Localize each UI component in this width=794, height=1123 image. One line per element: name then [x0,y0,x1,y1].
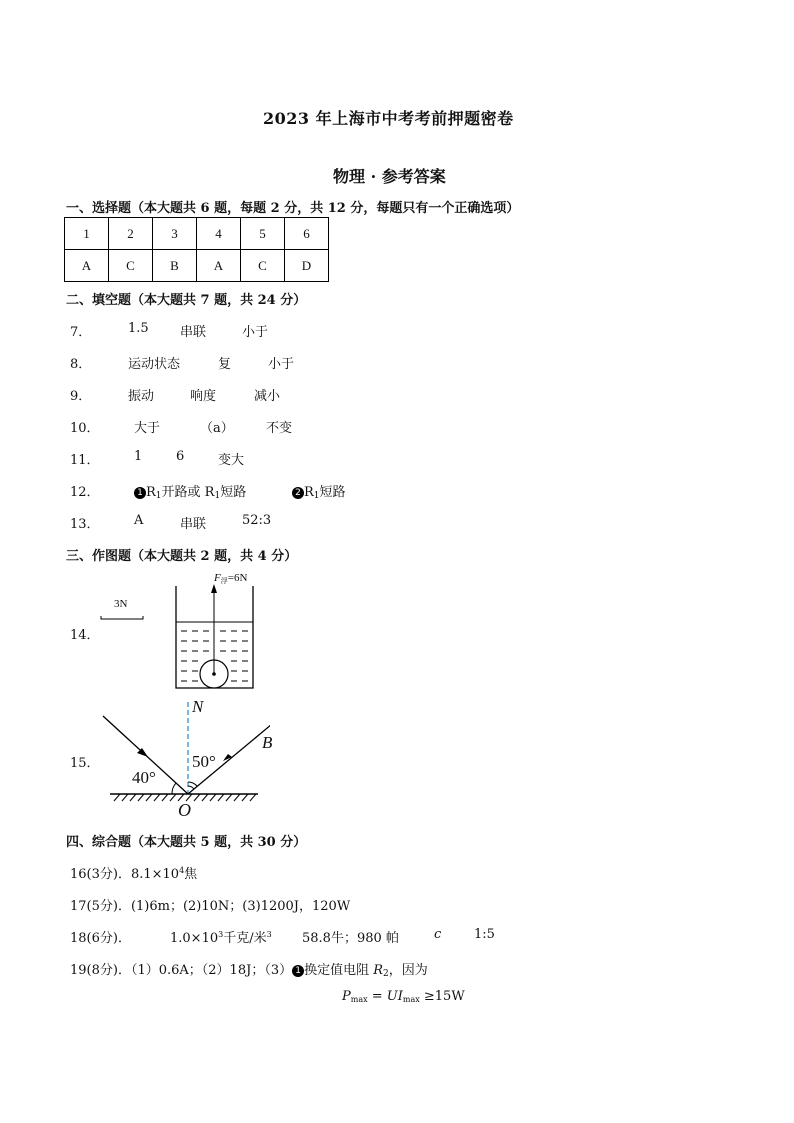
origin-label: O [178,800,191,820]
scale-label: 3N [114,598,128,610]
subscript: 浮 [220,577,228,585]
scale-bar [101,616,143,619]
answer-text: 6 [176,449,185,464]
answer-text: 短路 [220,485,247,500]
answer-text: A [134,513,144,528]
subscript: 1 [214,491,221,501]
table-row-answers [65,250,329,282]
question-number: 14． [70,628,100,643]
answer-12-part1 [134,481,246,501]
answer-text [170,927,272,946]
formula-text: ≥15W [419,989,465,1004]
section1-heading: 一、选择题（本大题共 6 题，每题 2 分，共 12 分，每题只有一个正确选项） [66,201,520,216]
table-cell: A [65,250,109,282]
force-value: =6N [227,572,248,584]
question-number: 7． [70,325,92,340]
table-cell: C [109,250,153,282]
question-number: 15． [70,756,100,771]
table-cell: C [241,250,285,282]
answer-text: 16(3分)．8.1×10 [70,867,180,882]
ray-label-b: B [262,733,273,752]
circled-number-1: 1 [292,965,304,977]
formula-text: = UI [367,989,403,1004]
table-row-numbers [65,218,329,250]
answer-text: R [304,485,314,500]
answer-text: 减小 [254,389,281,404]
answer-line-7 [70,321,91,340]
answer-text: 复 [218,357,232,372]
angle-reflect-label: 50° [192,752,216,771]
question-number: 12． [70,485,100,500]
question-number: 9． [70,389,92,404]
circled-number-2: 2 [292,487,304,499]
answer-text: 小于 [268,357,295,372]
answer-text: 焦 [184,867,198,882]
section2-heading: 二、填空题（本大题共 7 题，共 24 分） [66,293,307,308]
answer-text: 1.5 [128,321,149,336]
table-cell: D [285,250,329,282]
subscript: 1 [155,491,162,501]
incident-angle-arc [172,783,176,794]
answer-text: 串联 [180,517,207,532]
answer-text: 19(8分)．（1）0.6A；（2）18J；（3） [70,963,293,978]
answer-text: c [434,927,442,942]
buoyancy-diagram [95,582,265,692]
answer-text: 52:3 [242,513,272,528]
force-symbol: F [214,572,221,584]
angle-incident-label: 40° [132,768,156,787]
question-number: 11． [70,453,100,468]
answer-line-16 [70,863,197,882]
answer-text: （a） [200,421,234,436]
answer-text: 短路 [319,485,346,500]
answer-text: 响度 [190,389,217,404]
table-cell: 3 [153,218,197,250]
answer-text: 58.8牛；980 帕 [302,931,399,946]
force-arrowhead [211,584,217,593]
subscript: 2 [383,969,389,979]
superscript: 3 [266,930,272,939]
answer-12-part2 [292,481,346,501]
table-cell: B [153,250,197,282]
answer-text: 运动状态 [128,357,181,372]
subscript: 1 [313,491,320,501]
subscript: max [350,995,368,1004]
answer-text: 不变 [266,421,293,436]
answer-text: 换定值电阻 [304,963,374,978]
answer-text: 1:5 [474,927,495,942]
answer-text: 1 [134,449,143,464]
table-cell: A [197,250,241,282]
answer-text: 1.0×10 [170,931,219,946]
question-number: 13． [70,517,100,532]
answer-text: 变大 [218,453,245,468]
table-cell: 4 [197,218,241,250]
subscript: max [402,995,420,1004]
table-cell: 2 [109,218,153,250]
resistor-symbol: R [373,963,384,978]
page-subtitle: 物理 · 参考答案 [333,167,446,186]
table-cell: 5 [241,218,285,250]
answer-text: ，因为 [388,963,428,978]
answer-text: 串联 [180,325,207,340]
normal-label: N [192,697,204,716]
power-symbol: P [342,989,351,1004]
superscript: 3 [218,930,224,939]
table-cell: 1 [65,218,109,250]
question-number: 10． [70,421,100,436]
answer-text: R [146,485,156,500]
formula-19 [342,989,465,1004]
reflect-angle-arc [188,782,197,786]
answer-line-17: 17(5分)．(1)6m；(2)10N；(3)1200J，120W [70,899,351,914]
answer-line-19 [70,959,428,979]
answer-table [64,217,329,282]
section4-heading: 四、综合题（本大题共 5 题，共 30 分） [66,835,307,850]
circled-number-1: 1 [134,487,146,499]
reflected-arrowhead [223,754,232,761]
question-number: 8． [70,357,92,372]
reflect-angle-arc-2 [188,786,194,789]
table-cell: 6 [285,218,329,250]
answer-line-18: 18(6分)． [70,931,131,946]
answer-text: 千克/米 [223,931,267,946]
answer-text: 开路或 R [161,485,215,500]
answer-text: 大于 [134,421,161,436]
answer-text: 小于 [242,325,269,340]
section3-heading: 三、作图题（本大题共 2 题，共 4 分） [66,549,298,564]
superscript: 4 [179,866,185,875]
page-title: 2023 年上海市中考考前押题密卷 [263,109,514,128]
answer-text: 振动 [128,389,155,404]
